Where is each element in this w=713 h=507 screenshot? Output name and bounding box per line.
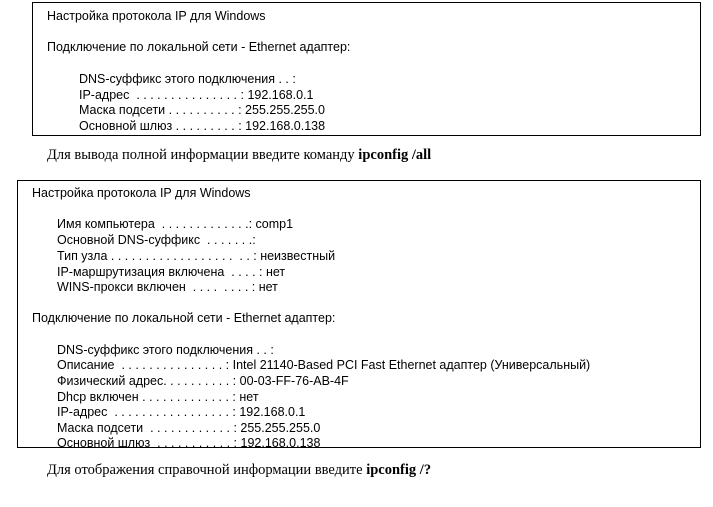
caption-help-info [47, 462, 431, 479]
ip-routing-line: IP-маршрутизация включена . . . . : нет [57, 265, 286, 279]
wins-proxy-line: WINS-прокси включен . . . . . . . . : нет [57, 280, 278, 294]
caption-command: ipconfig /all [358, 147, 432, 163]
subnet-mask-line: Маска подсети . . . . . . . . . . : 255.255.255.0 [79, 103, 325, 117]
caption-full-info [47, 147, 431, 164]
host-name-line: Имя компьютера . . . . . . . . . . . . .: comp1 [57, 217, 294, 231]
subnet-mask-line: Маска подсети . . . . . . . . . . . . : 255.255.255.0 [57, 421, 321, 435]
adapter-title: Подключение по локальной сети - Ethernet адаптер: [32, 311, 336, 325]
caption-text: Для отображения справочной информации введите [47, 462, 367, 478]
gateway-line: Основной шлюз . . . . . . . . . . . : 192.168.0.138 [57, 436, 321, 450]
adapter-title: Подключение по локальной сети - Ethernet адаптер: [47, 40, 351, 54]
output-header: Настройка протокола IP для Windows [47, 9, 266, 23]
node-type-line: Тип узла . . . . . . . . . . . . . . . . . . . . : неизвестный [57, 249, 336, 263]
description-line: Описание . . . . . . . . . . . . . . . : Intel 21140-Based PCI Fast Ethernet адаптер (Универсальный) [57, 358, 591, 372]
caption-text: Для вывода полной информации введите команду [47, 147, 359, 163]
dns-suffix-line: DNS-суффикс этого подключения . . : [57, 343, 274, 357]
ip-address-line: IP-адрес . . . . . . . . . . . . . . . : 192.168.0.1 [79, 88, 314, 102]
dns-suffix-line: DNS-суффикс этого подключения . . : [79, 72, 296, 86]
ip-address-line: IP-адрес . . . . . . . . . . . . . . . . . : 192.168.0.1 [57, 405, 306, 419]
ipconfig-output-full [17, 180, 701, 448]
caption-command: ipconfig /? [366, 462, 432, 478]
ipconfig-output-short [32, 2, 701, 136]
mac-address-line: Физический адрес. . . . . . . . . . : 00-03-FF-76-AB-4F [57, 374, 349, 388]
dhcp-line: Dhcp включен . . . . . . . . . . . . . : нет [57, 390, 259, 404]
primary-dns-line: Основной DNS-суффикс . . . . . . .: [57, 233, 256, 247]
gateway-line: Основной шлюз . . . . . . . . . : 192.168.0.138 [79, 119, 326, 133]
output-header: Настройка протокола IP для Windows [32, 186, 251, 200]
